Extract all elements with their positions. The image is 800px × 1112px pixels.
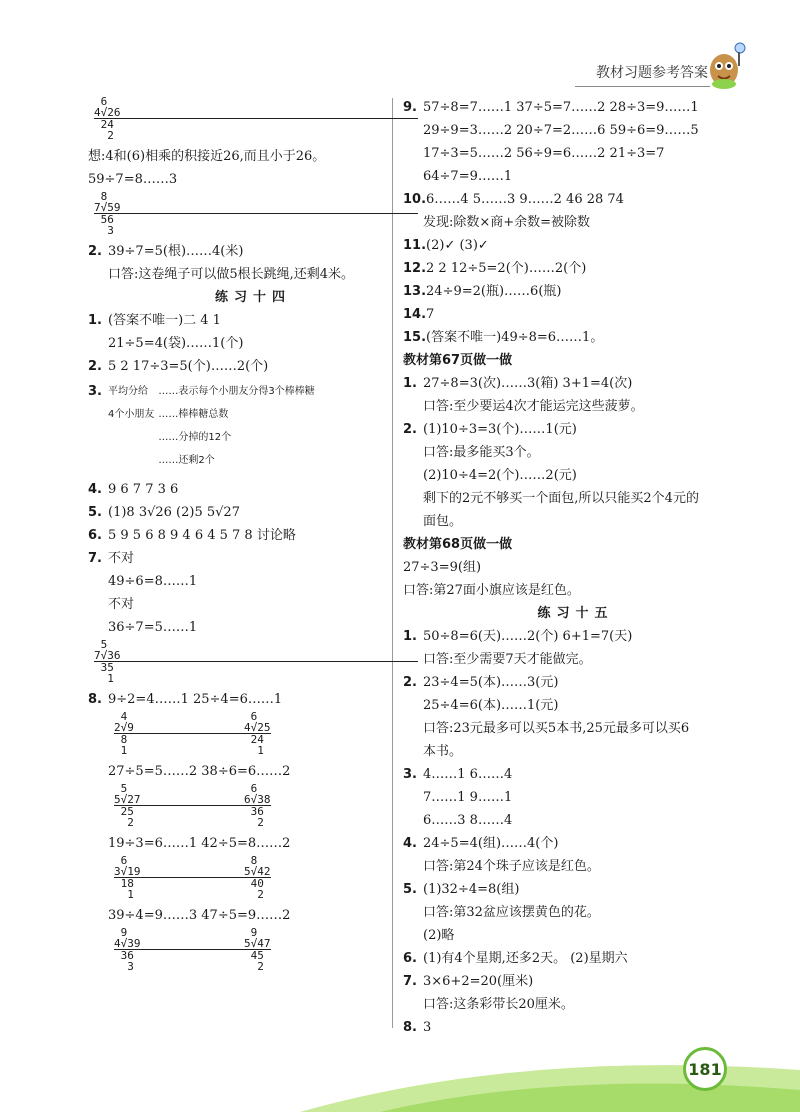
- long-division-row: 4√39: [114, 937, 141, 950]
- note-line: ……表示每个小朋友分得3个棒棒糖: [158, 386, 315, 397]
- header-rule: [575, 86, 710, 87]
- answer-line: 49÷6=8……1: [108, 574, 198, 589]
- long-division-row: 7√36: [94, 649, 121, 662]
- question-answer: 27÷8=3(次)……3(箱) 3+1=4(次): [423, 376, 633, 391]
- question-answer: 9÷2=4……1 25÷4=6……1: [108, 692, 283, 707]
- question-answer: 57÷8=7……1 37÷5=7……2 28÷3=9……1: [423, 100, 699, 115]
- answer-line: 口答:这条彩带长20厘米。: [423, 997, 574, 1012]
- long-division-row: 35: [94, 661, 418, 673]
- question-line: [403, 878, 748, 901]
- answer-line: 发现:除数×商+余数=被除数: [423, 215, 591, 230]
- long-division-row: 24: [244, 733, 271, 745]
- long-division: [94, 639, 418, 684]
- long-division-row: 5√27: [114, 793, 141, 806]
- long-division-row: 8: [244, 854, 258, 867]
- question-answer: 7: [426, 307, 435, 322]
- long-division: [94, 191, 418, 236]
- long-division-row: 2: [244, 888, 264, 901]
- question-line: [88, 688, 418, 711]
- answer-line: 27÷3=9(组): [403, 560, 482, 575]
- question-answer: 39÷7=5(根)……4(米): [108, 244, 244, 259]
- long-division-row: 2√9: [114, 721, 134, 734]
- question-answer: 24÷9=2(瓶)……6(瓶): [426, 284, 562, 299]
- question-number: 4.: [88, 482, 102, 497]
- long-division-pair: [114, 711, 418, 756]
- long-division-block: [114, 783, 244, 828]
- question-line: [88, 547, 418, 570]
- question-answer: 不对: [108, 551, 135, 566]
- question-number: 2.: [88, 359, 102, 374]
- answer-line: 29÷9=3……2 20÷7=2……6 59÷6=9……5: [423, 123, 699, 138]
- notes-block: [158, 380, 314, 472]
- note-line: ……分掉的12个: [158, 432, 232, 443]
- question-number: 5.: [88, 505, 102, 520]
- long-division-row: 1: [244, 744, 264, 757]
- question-line: [403, 257, 748, 280]
- long-division-row: 1: [114, 888, 134, 901]
- long-division-block: [244, 711, 271, 756]
- long-division-row: 2: [94, 129, 114, 142]
- long-division-block: [114, 927, 244, 972]
- page-number: 181: [683, 1047, 727, 1091]
- question-answer: 23÷4=5(本)……3(元): [423, 675, 559, 690]
- long-division-row: 56: [94, 213, 418, 225]
- answer-line: 口答:23元最多可以买5本书,25元最多可以买6: [423, 721, 690, 736]
- question-number: 2.: [403, 422, 417, 437]
- question-answer: 5 9 5 6 8 9 4 6 4 5 7 8 讨论略: [108, 528, 296, 543]
- question-line: [88, 501, 418, 524]
- question-line: [403, 188, 748, 211]
- question-number: 7.: [88, 551, 102, 566]
- answer-line: 36÷7=5……1: [108, 620, 198, 635]
- question-line: [403, 96, 748, 119]
- long-division-row: 5√42: [244, 865, 271, 878]
- question-line: [88, 524, 418, 547]
- long-division-block: [244, 855, 271, 900]
- question-number: 9.: [403, 100, 417, 115]
- question-number: 5.: [403, 882, 417, 897]
- long-division-pair: [114, 855, 418, 900]
- answer-line: 口答:第32盆应该摆黄色的花。: [423, 905, 600, 920]
- answer-line: (2)略: [423, 928, 455, 943]
- question-answer: (1)32÷4=8(组): [423, 882, 520, 897]
- label-line: 平均分给: [108, 386, 148, 397]
- question-answer: (1)10÷3=3(个)……1(元): [423, 422, 577, 437]
- question-number: 4.: [403, 836, 417, 851]
- mascot-icon: [702, 40, 748, 90]
- left-column: [88, 96, 418, 976]
- footer-wave: [0, 1040, 800, 1112]
- long-division-row: 36: [114, 949, 244, 961]
- answer-line: 39÷4=9……3 47÷5=9……2: [108, 908, 291, 923]
- long-division-block: [244, 783, 271, 828]
- answer-line: 19÷3=6……1 42÷5=8……2: [108, 836, 291, 851]
- answer-line: 21÷5=4(袋)……1(个): [108, 336, 244, 351]
- long-division-row: 8: [114, 733, 244, 745]
- answer-line: 25÷4=6(本)……1(元): [423, 698, 559, 713]
- question-number: 8.: [403, 1020, 417, 1035]
- long-division-row: 3: [94, 224, 114, 237]
- question-line: [403, 970, 748, 993]
- answer-line: 不对: [108, 597, 135, 612]
- question-answer: (答案不唯一)49÷8=6……1。: [426, 330, 604, 345]
- question-line: [403, 280, 748, 303]
- answer-line: 面包。: [423, 514, 463, 529]
- question-number: 2.: [403, 675, 417, 690]
- question-answer: (答案不唯一)二 4 1: [108, 313, 221, 328]
- long-division-row: 4√25: [244, 721, 271, 734]
- answer-line: 口答:至少需要7天才能做完。: [423, 652, 592, 667]
- section-title: 练习十五: [537, 606, 614, 621]
- question-number: 3.: [88, 384, 102, 399]
- question-line: [403, 372, 748, 395]
- question-answer: 50÷8=6(天)……2(个) 6+1=7(天): [423, 629, 633, 644]
- question-number: 11.: [403, 238, 427, 253]
- long-division-row: 2: [114, 816, 134, 829]
- question-line: [403, 625, 748, 648]
- question-line: [403, 1016, 748, 1039]
- long-division-block: [94, 191, 418, 236]
- answer-line: 6……3 8……4: [423, 813, 513, 828]
- subsection-title: 教材第67页做一做: [403, 353, 513, 368]
- answer-line: 剩下的2元不够买一个面包,所以只能买2个4元的: [423, 491, 699, 506]
- answer-line: 7……1 9……1: [423, 790, 513, 805]
- long-division-pair: [114, 783, 418, 828]
- long-division-row: 5√47: [244, 937, 271, 950]
- long-division-row: 36: [244, 805, 271, 817]
- question-number: 12.: [403, 261, 427, 276]
- question-line: [88, 355, 418, 378]
- answer-line: 17÷3=5……2 56÷9=6……2 21÷3=7: [423, 146, 665, 161]
- long-division: [94, 96, 418, 141]
- long-division-row: 6: [244, 782, 258, 795]
- header-title: 教材习题参考答案: [596, 65, 708, 81]
- question-answer: 2 2 12÷5=2(个)……2(个): [426, 261, 587, 276]
- long-division-row: 4√26: [94, 106, 121, 119]
- long-division-row: 4: [114, 710, 128, 723]
- question-line: [403, 418, 748, 441]
- long-division-row: 7√59: [94, 201, 121, 214]
- question-number: 3.: [403, 767, 417, 782]
- answer-line: 27÷5=5……2 38÷6=6……2: [108, 764, 291, 779]
- question-answer: 4……1 6……4: [423, 767, 513, 782]
- answer-line: 59÷7=8……3: [88, 172, 178, 187]
- long-division-row: 6: [244, 710, 258, 723]
- long-division-row: 6: [114, 854, 128, 867]
- question-number: 13.: [403, 284, 427, 299]
- question-answer: 6……4 5……3 9……2 46 28 74: [426, 192, 624, 207]
- long-division-row: 24: [94, 118, 418, 130]
- answer-line: 本书。: [423, 744, 463, 759]
- long-division-row: 2: [244, 816, 264, 829]
- question-answer: (1)有4个星期,还多2天。 (2)星期六: [423, 951, 628, 966]
- answer-line: 口答:这卷绳子可以做5根长跳绳,还剩4米。: [108, 267, 355, 282]
- question-line: [403, 671, 748, 694]
- long-division-block: [114, 711, 244, 756]
- answer-line: 64÷7=9……1: [423, 169, 513, 184]
- question-line: [403, 832, 748, 855]
- question-number: 6.: [403, 951, 417, 966]
- question-line: [88, 478, 418, 501]
- question-answer: (2)✓ (3)✓: [426, 238, 489, 253]
- question-block: [88, 380, 418, 472]
- long-division-row: 9: [244, 926, 258, 939]
- question-number: 1.: [88, 313, 102, 328]
- question-number: 1.: [403, 629, 417, 644]
- long-division-row: 1: [114, 744, 128, 757]
- question-number: 6.: [88, 528, 102, 543]
- long-division-row: 25: [114, 805, 244, 817]
- long-division-row: 18: [114, 877, 244, 889]
- long-division-row: 6: [94, 95, 108, 108]
- question-number: 7.: [403, 974, 417, 989]
- right-column: [403, 96, 748, 1039]
- long-division-row: 5: [114, 782, 128, 795]
- question-answer: 5 2 17÷3=5(个)……2(个): [108, 359, 269, 374]
- long-division-row: 3: [114, 960, 134, 973]
- question-number: 8.: [88, 692, 102, 707]
- question-answer: 3: [423, 1020, 432, 1035]
- question-line: [403, 234, 748, 257]
- question-number: 2.: [88, 244, 102, 259]
- question-answer: (1)8 3√26 (2)5 5√27: [108, 505, 240, 520]
- question-number: 15.: [403, 330, 427, 345]
- label-line: 4个小朋友: [108, 409, 155, 420]
- answer-line: (2)10÷4=2(个)……2(元): [423, 468, 577, 483]
- question-number: 1.: [403, 376, 417, 391]
- question-line: [403, 303, 748, 326]
- long-division-row: 9: [114, 926, 128, 939]
- question-line: [403, 763, 748, 786]
- long-division-row: 1: [94, 672, 114, 685]
- answer-line: 口答:最多能买3个。: [423, 445, 540, 460]
- long-division-block: [114, 855, 244, 900]
- question-line: [88, 309, 418, 332]
- long-division-row: 2: [244, 960, 264, 973]
- question-answer: 9 6 7 7 3 6: [108, 482, 179, 497]
- answer-line: 口答:第27面小旗应该是红色。: [403, 583, 580, 598]
- answer-line: 想:4和(6)相乘的积接近26,而且小于26。: [88, 149, 326, 164]
- question-line: [88, 240, 418, 263]
- long-division-row: 45: [244, 949, 271, 961]
- long-division-row: 6√38: [244, 793, 271, 806]
- question-answer: 3×6+2=20(厘米): [423, 974, 534, 989]
- question-line: [403, 947, 748, 970]
- question-line: [403, 326, 748, 349]
- question-number: 14.: [403, 307, 427, 322]
- long-division-row: 8: [94, 190, 108, 203]
- answer-line: 口答:至少要运4次才能运完这些菠萝。: [423, 399, 644, 414]
- answer-line: 口答:第24个珠子应该是红色。: [423, 859, 600, 874]
- note-line: ……棒棒糖总数: [158, 409, 229, 420]
- label-block: [108, 380, 154, 472]
- question-number: 10.: [403, 192, 427, 207]
- subsection-title: 教材第68页做一做: [403, 537, 513, 552]
- section-title: 练习十四: [214, 290, 291, 305]
- note-line: ……还剩2个: [158, 455, 215, 466]
- long-division-block: [94, 96, 418, 141]
- long-division-block: [244, 927, 271, 972]
- long-division-pair: [114, 927, 418, 972]
- long-division-row: 40: [244, 877, 271, 889]
- long-division-row: 5: [94, 638, 108, 651]
- question-answer: 24÷5=4(组)……4(个): [423, 836, 559, 851]
- long-division-block: [94, 639, 418, 684]
- long-division-row: 3√19: [114, 865, 141, 878]
